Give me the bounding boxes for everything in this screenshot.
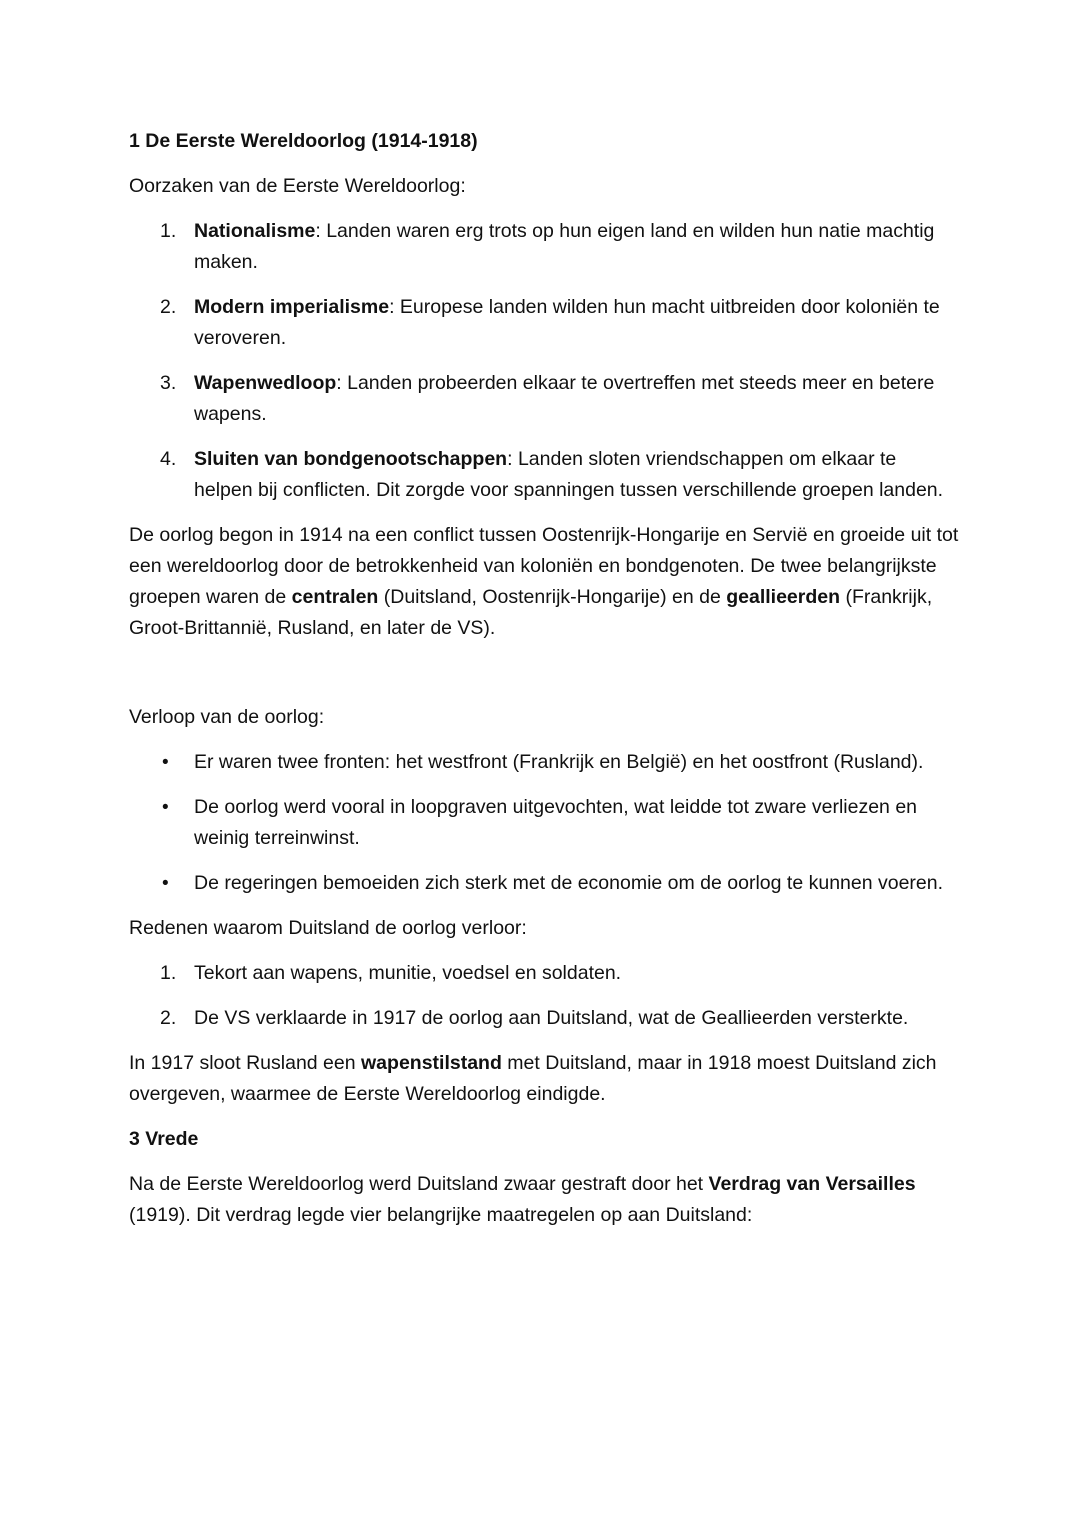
document-page <box>129 126 959 1245</box>
course-intro: Verloop van de oorlog: <box>129 706 325 728</box>
term: Wapenwedloop <box>194 372 337 394</box>
list-text: De oorlog werd vooral in loopgraven uitgevochten, wat leidde tot zware verliezen en weinig terreinwinst. <box>194 796 918 849</box>
term-description: : Europese landen wilden hun macht uitbreiden door koloniën te veroveren. <box>194 296 940 349</box>
bullet-icon: • <box>162 873 169 894</box>
list-number: 4. <box>160 448 177 470</box>
course-list <box>129 747 959 899</box>
causes-intro: Oorzaken van de Eerste Wereldoorlog: <box>129 175 466 197</box>
armistice-paragraph <box>129 1048 959 1110</box>
term: Sluiten van bondgenootschappen <box>194 448 508 470</box>
list-text: Tekort aan wapens, munitie, voedsel en soldaten. <box>194 962 622 984</box>
list-item <box>129 444 959 506</box>
list-text: De regeringen bemoeiden zich sterk met de economie om de oorlog te kunnen voeren. <box>194 872 944 894</box>
list-item <box>129 747 959 778</box>
term: Modern imperialisme <box>194 296 390 318</box>
text-run: De oorlog begon in 1914 na een conflict tussen Oostenrijk-Hongarije en Servië en groeide uit tot een wereldoorlog door de betrokkenheid van koloniën en bondgenoten. De twee belangrijkste groepen waren de <box>129 524 959 608</box>
list-item <box>129 1003 959 1034</box>
term-description: : Landen waren erg trots op hun eigen land en wilden hun natie machtig maken. <box>194 220 935 273</box>
section-heading-1: 1 De Eerste Wereldoorlog (1914-1918) <box>129 130 478 152</box>
causes-list <box>129 216 959 506</box>
term: Nationalisme <box>194 220 316 242</box>
list-number: 2. <box>160 1007 177 1029</box>
list-text: Er waren twee fronten: het westfront (Frankrijk en België) en het oostfront (Rusland). <box>194 751 924 773</box>
list-number: 1. <box>160 220 177 242</box>
list-number: 3. <box>160 372 177 394</box>
peace-paragraph <box>129 1169 959 1231</box>
list-number: 2. <box>160 296 177 318</box>
term-description: : Landen probeerden elkaar te overtreffen met steeds meer en betere wapens. <box>194 372 935 425</box>
list-item <box>129 292 959 354</box>
text-run: (Frankrijk, Groot-Brittannië, Rusland, en later de VS). <box>129 586 933 639</box>
list-item <box>129 958 959 989</box>
list-item <box>129 216 959 278</box>
reasons-list <box>129 958 959 1034</box>
bold-term: wapenstilstand <box>361 1052 502 1074</box>
reasons-intro: Redenen waarom Duitsland de oorlog verloor: <box>129 917 527 939</box>
term-description: : Landen sloten vriendschappen om elkaar te helpen bij conflicten. Dit zorgde voor spanningen tussen verschillende groepen landen. <box>194 448 944 501</box>
bold-term: geallieerden <box>726 586 841 608</box>
text-run: met Duitsland, maar in 1918 moest Duitsland zich overgeven, waarmee de Eerste Wereldoorlog eindigde. <box>129 1052 937 1105</box>
bold-term: Verdrag van Versailles <box>708 1173 916 1195</box>
text-run: (Duitsland, Oostenrijk-Hongarije) en de <box>378 586 727 608</box>
list-text: De VS verklaarde in 1917 de oorlog aan Duitsland, wat de Geallieerden versterkte. <box>194 1007 909 1029</box>
text-run: Na de Eerste Wereldoorlog werd Duitsland zwaar gestraft door het <box>129 1173 709 1195</box>
text-run: (1919). Dit verdrag legde vier belangrijke maatregelen op aan Duitsland: <box>129 1204 753 1226</box>
list-number: 1. <box>160 962 177 984</box>
blank-line <box>129 658 959 702</box>
bold-term: centralen <box>291 586 379 608</box>
text-run: In 1917 sloot Rusland een <box>129 1052 362 1074</box>
list-item <box>129 368 959 430</box>
list-item <box>129 868 959 899</box>
war-start-paragraph <box>129 520 959 644</box>
list-item <box>129 792 959 854</box>
section-heading-3: 3 Vrede <box>129 1128 199 1150</box>
bullet-icon: • <box>162 797 169 818</box>
bullet-icon: • <box>162 752 169 773</box>
